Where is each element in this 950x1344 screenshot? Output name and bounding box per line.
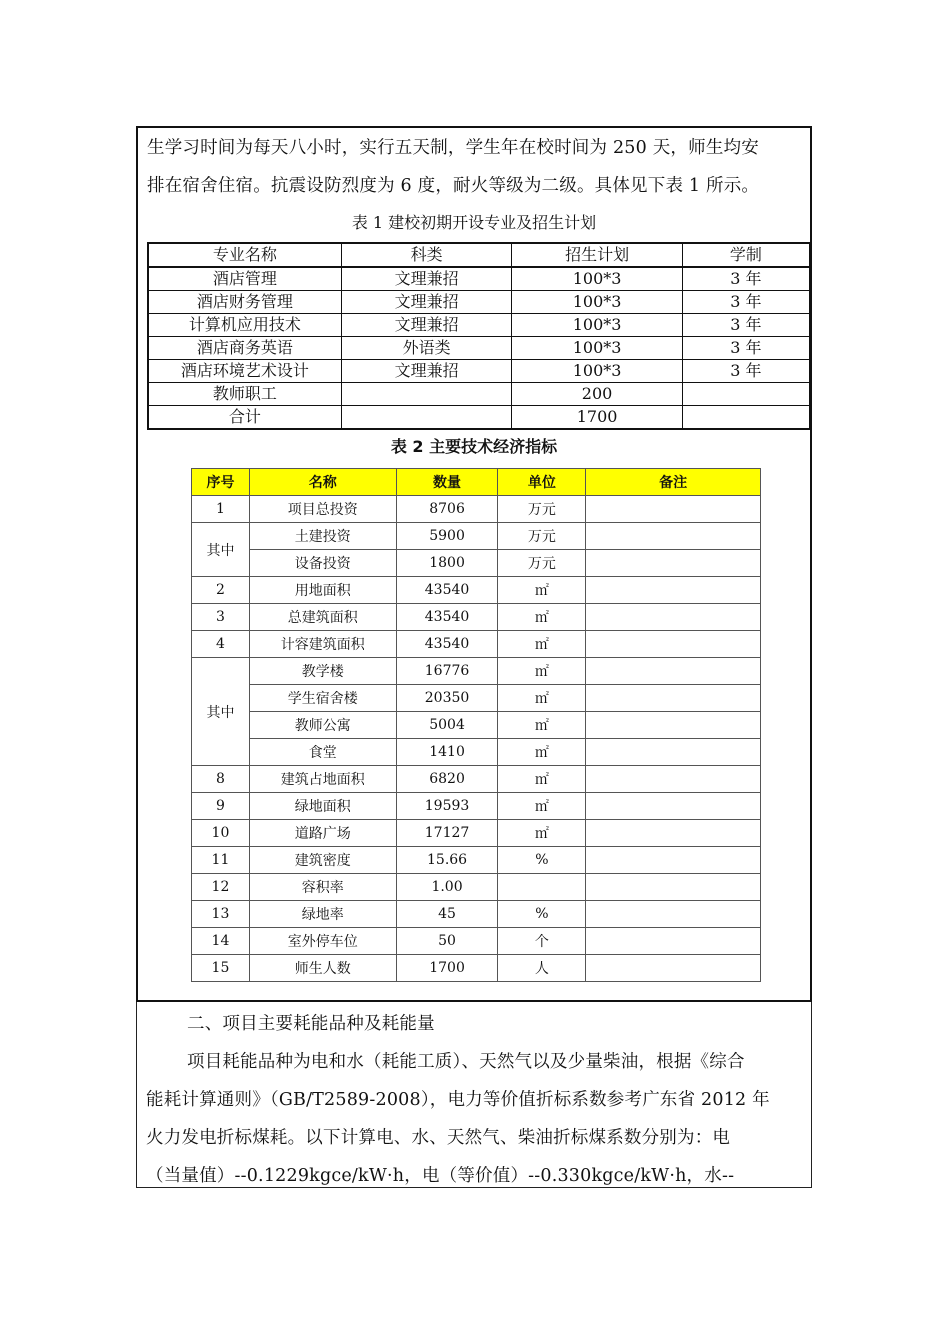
group-label-cell: 其中 [192, 523, 250, 577]
table-row [192, 577, 761, 604]
table-row [148, 291, 810, 314]
table-cell: 道路广场 [249, 820, 396, 847]
table-cell: 总建筑面积 [249, 604, 396, 631]
table-cell [586, 766, 761, 793]
table-row [192, 955, 761, 982]
table-cell [586, 820, 761, 847]
table-cell: 1700 [512, 406, 683, 430]
table-cell: ㎡ [498, 577, 586, 604]
table-cell: ㎡ [498, 820, 586, 847]
table-cell: 43540 [396, 577, 498, 604]
table-row [148, 267, 810, 291]
table-cell: 12 [192, 874, 250, 901]
table-row [148, 406, 810, 430]
table-cell: 15.66 [396, 847, 498, 874]
table-cell: 计算机应用技术 [148, 314, 341, 337]
table-row [192, 685, 761, 712]
table-cell [341, 383, 511, 406]
lower-content-frame [136, 1002, 812, 1188]
table-cell: 3 年 [682, 291, 810, 314]
table-cell [586, 577, 761, 604]
table-row [192, 928, 761, 955]
column-header: 数量 [396, 469, 498, 496]
table-cell: 1.00 [396, 874, 498, 901]
table-cell: 食堂 [249, 739, 396, 766]
column-header: 专业名称 [148, 243, 341, 267]
table-cell: 酒店环境艺术设计 [148, 360, 341, 383]
table-cell: 文理兼招 [341, 314, 511, 337]
table-cell: 15 [192, 955, 250, 982]
table-cell: 绿地率 [249, 901, 396, 928]
table-cell: 计容建筑面积 [249, 631, 396, 658]
paragraph-line-1: 项目耗能品种为电和水（耗能工质）、天然气以及少量柴油，根据《综合 [187, 1052, 745, 1072]
table-row [192, 604, 761, 631]
column-header: 单位 [498, 469, 586, 496]
table-row [192, 712, 761, 739]
table-cell: 17127 [396, 820, 498, 847]
table-cell: 容积率 [249, 874, 396, 901]
table-cell [586, 874, 761, 901]
table-cell: % [498, 901, 586, 928]
table2-caption: 表 2 主要技术经济指标 [390, 437, 558, 456]
group-label-cell: 其中 [192, 658, 250, 766]
table-cell: 教师职工 [148, 383, 341, 406]
table-cell: 文理兼招 [341, 291, 511, 314]
table-row [192, 793, 761, 820]
table-cell: 10 [192, 820, 250, 847]
table-cell: 5900 [396, 523, 498, 550]
table-cell: 建筑密度 [249, 847, 396, 874]
table-row [192, 820, 761, 847]
paragraph-line-2: 能耗计算通则》（GB/T2589-2008），电力等价值折标系数参考广东省 2012 年 [146, 1090, 770, 1110]
table-cell: 1800 [396, 550, 498, 577]
table-row [192, 874, 761, 901]
table-header-row [148, 243, 810, 267]
table-cell: 1 [192, 496, 250, 523]
table-cell: 文理兼招 [341, 267, 511, 291]
table-cell [586, 685, 761, 712]
table-cell: % [498, 847, 586, 874]
table-cell: 43540 [396, 604, 498, 631]
table-cell: 设备投资 [249, 550, 396, 577]
table-cell: 100*3 [512, 337, 683, 360]
table-cell: 酒店财务管理 [148, 291, 341, 314]
column-header: 招生计划 [512, 243, 683, 267]
table-cell [586, 523, 761, 550]
table-cell [586, 901, 761, 928]
table-cell [586, 604, 761, 631]
table-row [192, 766, 761, 793]
table-cell: 6820 [396, 766, 498, 793]
table-cell: ㎡ [498, 739, 586, 766]
table-row [192, 550, 761, 577]
table-cell: ㎡ [498, 631, 586, 658]
table-cell: 外语类 [341, 337, 511, 360]
table-cell: 合计 [148, 406, 341, 430]
table-cell: 50 [396, 928, 498, 955]
table-cell [682, 383, 810, 406]
table-cell: 学生宿舍楼 [249, 685, 396, 712]
intro-line-1: 生学习时间为每天八小时，实行五天制，学生年在校时间为 250 天，师生均安 [147, 138, 759, 158]
table-cell: 1410 [396, 739, 498, 766]
table-cell: 3 年 [682, 314, 810, 337]
table-cell [586, 955, 761, 982]
table-cell: 室外停车位 [249, 928, 396, 955]
table-cell: 万元 [498, 523, 586, 550]
section-heading: 二、项目主要耗能品种及耗能量 [187, 1014, 435, 1034]
table-row [148, 360, 810, 383]
column-header: 科类 [341, 243, 511, 267]
table-cell: 教师公寓 [249, 712, 396, 739]
table-cell: 3 年 [682, 267, 810, 291]
table1-caption: 表 1 建校初期开设专业及招生计划 [351, 213, 597, 232]
table-row [192, 658, 761, 685]
paragraph-line-4: （当量值）--0.1229kgce/kW·h，电（等价值）--0.330kgce/kW·h，水-- [146, 1166, 735, 1186]
table-row [192, 901, 761, 928]
table-cell: 100*3 [512, 314, 683, 337]
table-cell: 文理兼招 [341, 360, 511, 383]
table-cell: 教学楼 [249, 658, 396, 685]
table-cell: 8 [192, 766, 250, 793]
table-cell [586, 928, 761, 955]
table-cell: 酒店管理 [148, 267, 341, 291]
table-cell: 14 [192, 928, 250, 955]
table-cell: ㎡ [498, 685, 586, 712]
table-cell: 43540 [396, 631, 498, 658]
table-cell: 8706 [396, 496, 498, 523]
table-cell: 建筑占地面积 [249, 766, 396, 793]
table-row [192, 523, 761, 550]
table-cell: 11 [192, 847, 250, 874]
table-cell [586, 496, 761, 523]
table-cell: 酒店商务英语 [148, 337, 341, 360]
table-cell [586, 712, 761, 739]
paragraph-line-3: 火力发电折标煤耗。以下计算电、水、天然气、柴油折标煤系数分别为：电 [146, 1128, 731, 1148]
table-cell [586, 658, 761, 685]
table-cell: 3 年 [682, 360, 810, 383]
table-cell: 16776 [396, 658, 498, 685]
table-cell: 20350 [396, 685, 498, 712]
table-cell: 师生人数 [249, 955, 396, 982]
table-row [192, 847, 761, 874]
table-cell [498, 874, 586, 901]
table-row [192, 739, 761, 766]
economic-indicators-table [191, 468, 761, 982]
column-header: 序号 [192, 469, 250, 496]
table-cell: 45 [396, 901, 498, 928]
table-cell: 1700 [396, 955, 498, 982]
table-cell: ㎡ [498, 793, 586, 820]
table-cell: 200 [512, 383, 683, 406]
table-cell: 万元 [498, 550, 586, 577]
table-cell: 绿地面积 [249, 793, 396, 820]
table-cell: ㎡ [498, 604, 586, 631]
table-row [192, 631, 761, 658]
table-cell: ㎡ [498, 712, 586, 739]
table-cell: 4 [192, 631, 250, 658]
table-row [148, 314, 810, 337]
table-cell: 19593 [396, 793, 498, 820]
table-cell: ㎡ [498, 658, 586, 685]
table-cell: 人 [498, 955, 586, 982]
table-cell: 用地面积 [249, 577, 396, 604]
enrollment-plan-table [147, 242, 811, 430]
table-cell: 项目总投资 [249, 496, 396, 523]
table-cell [682, 406, 810, 430]
column-header: 名称 [249, 469, 396, 496]
table-cell [341, 406, 511, 430]
table-cell: 2 [192, 577, 250, 604]
table-cell: 100*3 [512, 291, 683, 314]
column-header: 备注 [586, 469, 761, 496]
table-cell: 3 [192, 604, 250, 631]
table-cell [586, 631, 761, 658]
intro-line-2: 排在宿舍住宿。抗震设防烈度为 6 度，耐火等级为二级。具体见下表 1 所示。 [147, 176, 760, 196]
table-cell: 9 [192, 793, 250, 820]
table-cell [586, 793, 761, 820]
table-cell: 100*3 [512, 267, 683, 291]
table-cell [586, 739, 761, 766]
table-row [148, 383, 810, 406]
table-cell [586, 550, 761, 577]
upper-content-frame [136, 126, 812, 1002]
table-cell: 土建投资 [249, 523, 396, 550]
table-cell: 13 [192, 901, 250, 928]
table-cell: 3 年 [682, 337, 810, 360]
table-row [192, 496, 761, 523]
table-cell [586, 847, 761, 874]
table-cell: ㎡ [498, 766, 586, 793]
table-cell: 100*3 [512, 360, 683, 383]
table-cell: 万元 [498, 496, 586, 523]
table-cell: 个 [498, 928, 586, 955]
column-header: 学制 [682, 243, 810, 267]
table-row [148, 337, 810, 360]
table-cell: 5004 [396, 712, 498, 739]
table-header-row [192, 469, 761, 496]
